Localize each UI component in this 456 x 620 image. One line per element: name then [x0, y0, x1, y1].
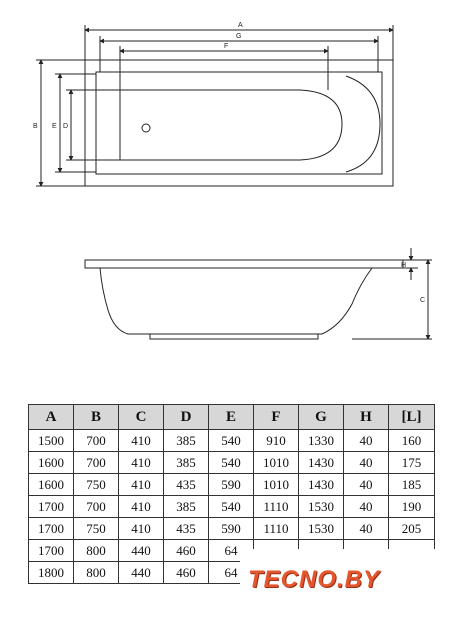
- tub-backrest-curve: [346, 76, 380, 172]
- table-cell: 385: [164, 496, 209, 518]
- table-cell: 460: [164, 540, 209, 562]
- table-cell: 410: [119, 430, 164, 452]
- table-row: [29, 518, 435, 540]
- table-cell: 910: [254, 430, 299, 452]
- table-cell: 440: [119, 562, 164, 584]
- column-header: C: [119, 405, 164, 430]
- table-cell: 540: [209, 496, 254, 518]
- table-cell: 540: [209, 430, 254, 452]
- side-foot: [150, 334, 318, 339]
- dim-label-b: B: [33, 123, 38, 130]
- column-header: H: [344, 405, 389, 430]
- table-cell: 1110: [254, 518, 299, 540]
- table-cell: 385: [164, 452, 209, 474]
- table-cell: 435: [164, 518, 209, 540]
- table-cell: 1010: [254, 474, 299, 496]
- dim-label-f: F: [224, 43, 229, 50]
- table-cell: 800: [74, 540, 119, 562]
- table-cell: 590: [209, 474, 254, 496]
- table-cell: 40: [344, 474, 389, 496]
- table-cell: 1330: [299, 430, 344, 452]
- side-view: [85, 248, 432, 339]
- table-cell: 64: [209, 562, 254, 584]
- table-cell: 590: [209, 518, 254, 540]
- side-rim: [85, 260, 403, 268]
- table-cell: 750: [74, 474, 119, 496]
- column-header: [L]: [389, 405, 435, 430]
- table-cell: 40: [344, 452, 389, 474]
- table-cell: 460: [164, 562, 209, 584]
- table-cell: 1600: [29, 474, 74, 496]
- table-cell: 64: [209, 540, 254, 562]
- dim-label-a: A: [238, 22, 243, 29]
- table-header-row: [29, 405, 435, 430]
- table-cell: 700: [74, 496, 119, 518]
- column-header: E: [209, 405, 254, 430]
- table-cell: 410: [119, 452, 164, 474]
- table-cell: 1010: [254, 452, 299, 474]
- table-cell: 1530: [299, 518, 344, 540]
- table-cell: 1800: [29, 562, 74, 584]
- top-view: [36, 25, 393, 186]
- table-row: [29, 452, 435, 474]
- table-cell: 1700: [29, 496, 74, 518]
- table-cell: 190: [389, 496, 435, 518]
- dim-label-h: H: [401, 262, 407, 269]
- table-row: [29, 430, 435, 452]
- dim-label-e: E: [52, 123, 57, 130]
- table-cell: 750: [74, 518, 119, 540]
- table-cell: 185: [389, 474, 435, 496]
- table-cell: 700: [74, 430, 119, 452]
- drain-hole: [142, 124, 150, 132]
- dim-label-d: D: [63, 123, 69, 130]
- column-header: B: [74, 405, 119, 430]
- dim-label-c: C: [420, 297, 426, 304]
- table-cell: 205: [389, 518, 435, 540]
- column-header: G: [299, 405, 344, 430]
- table-cell: 1700: [29, 518, 74, 540]
- table-cell: 1600: [29, 452, 74, 474]
- table-cell: 40: [344, 496, 389, 518]
- table-row: [29, 496, 435, 518]
- table-cell: 1500: [29, 430, 74, 452]
- column-header: D: [164, 405, 209, 430]
- column-header: A: [29, 405, 74, 430]
- table-cell: 540: [209, 452, 254, 474]
- side-body-outline: [100, 268, 372, 334]
- table-cell: 1430: [299, 452, 344, 474]
- table-cell: 800: [74, 562, 119, 584]
- column-header: F: [254, 405, 299, 430]
- tub-basin-outline: [120, 90, 342, 160]
- table-cell: 1700: [29, 540, 74, 562]
- tub-inner-rim: [96, 72, 382, 174]
- table-cell: 700: [74, 452, 119, 474]
- table-cell: 40: [344, 430, 389, 452]
- brand-logo: TECNO.BY: [248, 566, 381, 593]
- table-cell: 40: [344, 518, 389, 540]
- table-cell: 410: [119, 518, 164, 540]
- table-cell: 435: [164, 474, 209, 496]
- table-cell: 410: [119, 474, 164, 496]
- table-cell: 1430: [299, 474, 344, 496]
- tub-outer-rim: [85, 60, 393, 186]
- table-cell: 175: [389, 452, 435, 474]
- table-cell: 1530: [299, 496, 344, 518]
- dim-label-g: G: [236, 33, 242, 40]
- table-row: [29, 474, 435, 496]
- table-cell: 410: [119, 496, 164, 518]
- table-cell: 440: [119, 540, 164, 562]
- table-cell: 1110: [254, 496, 299, 518]
- table-cell: 385: [164, 430, 209, 452]
- table-cell: 160: [389, 430, 435, 452]
